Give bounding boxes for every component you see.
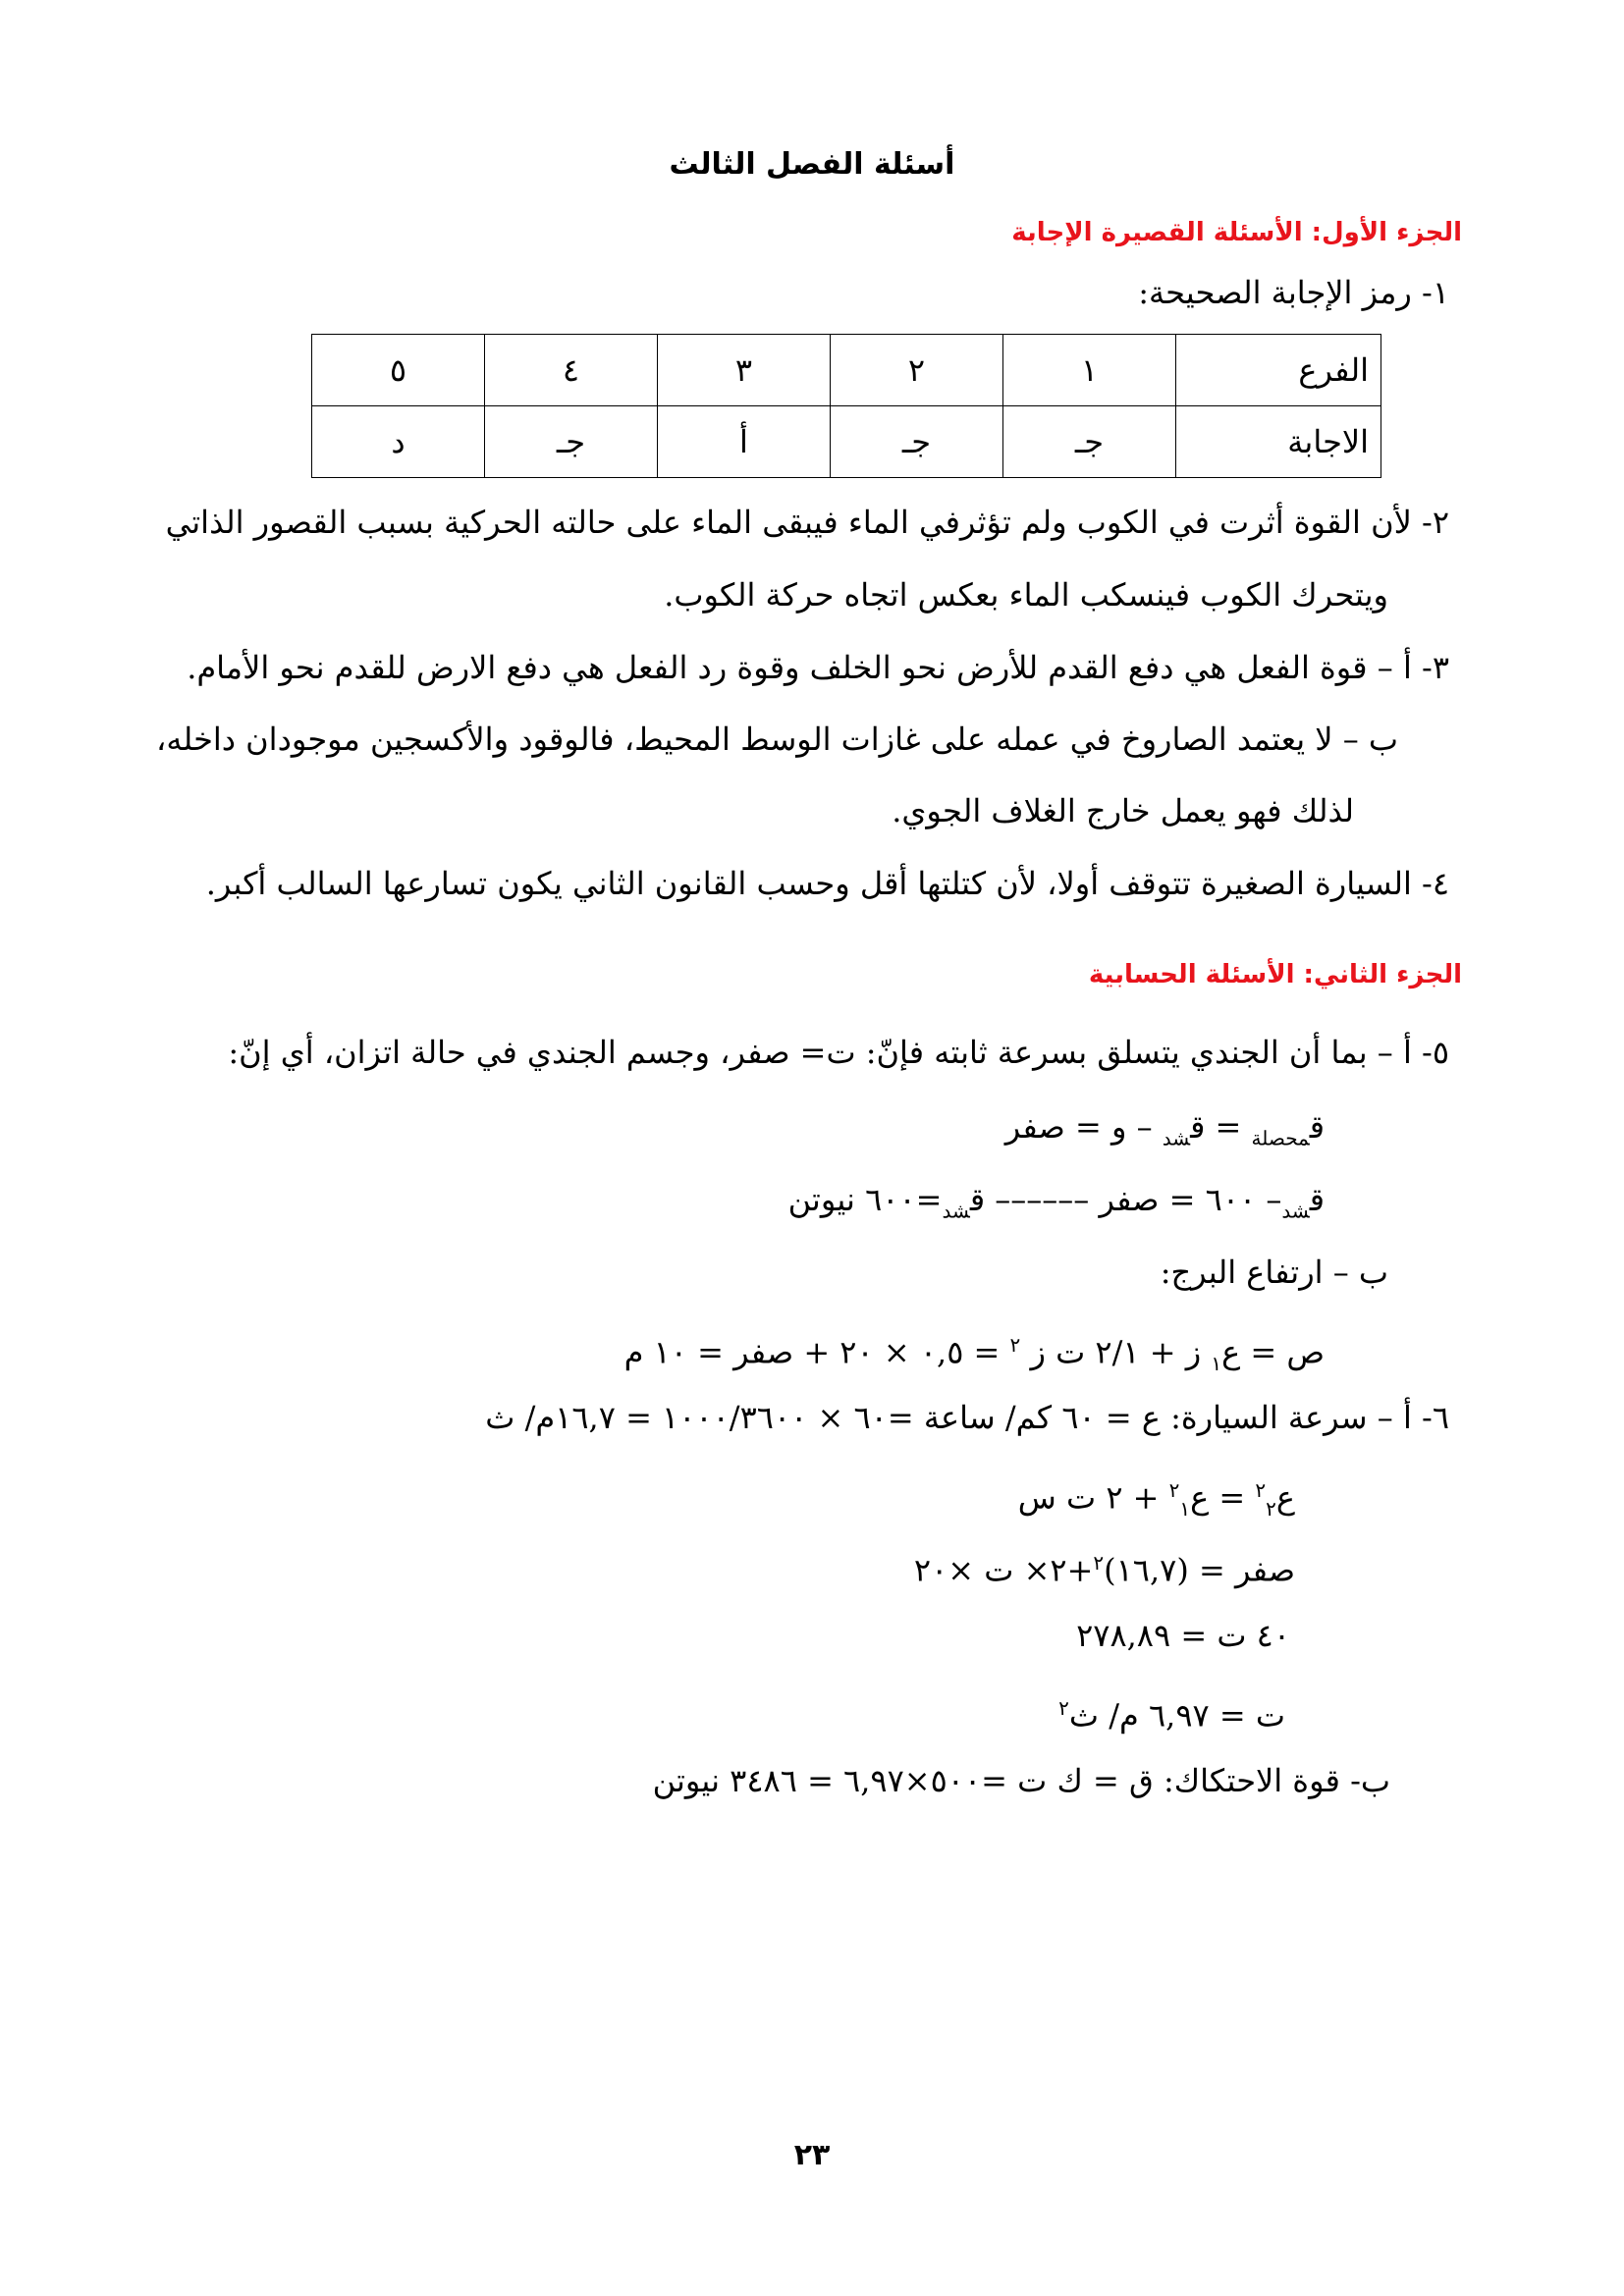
eq-part: + ٢ ت س (1017, 1478, 1169, 1517)
table-cell-answer: جـ (831, 406, 1003, 478)
question-5b: ب – ارتفاع البرج: (1160, 1254, 1388, 1291)
answer-table (311, 334, 1381, 478)
part1-heading: الجزء الأول: الأسئلة القصيرة الإجابة (1011, 218, 1462, 247)
eq-superscript: ٢ (1093, 1551, 1105, 1575)
question-4: ٤- السيارة الصغيرة تتوقف أولا، لأن كتلتها أقل وحسب القانون الثاني يكون تسارعها السالب أكبر. (205, 865, 1449, 902)
table-cell-branch: ١ (1003, 335, 1176, 406)
question-2-line-2: ويتحرك الكوب فينسكب الماء بعكس اتجاه حركة الكوب. (664, 576, 1388, 614)
equation-kinematics (1018, 1470, 1295, 1528)
question-3b-line-2: لذلك فهو يعمل خارج الغلاف الجوي. (892, 792, 1354, 829)
table-cell-answer: د (312, 406, 485, 478)
eq-subscript: شد (942, 1199, 970, 1223)
eq-subscript: ١ (1211, 1352, 1222, 1376)
eq-subscript: شد (1162, 1126, 1191, 1150)
question-5a: ٥- أ – بما أن الجندي يتسلق بسرعة ثابته فإنّ: ت= صفر، وجسم الجندي في حالة اتزان، أي إنّ: (228, 1034, 1449, 1071)
eq-part: =٦٠٠ نيوتن (787, 1181, 943, 1218)
question-3b-line-1: ب – لا يعتمد الصاروخ في عمله على غازات الوسط المحيط، فالوقود والأكسجين موجودان داخله، (156, 721, 1398, 758)
eq-superscript: ٢ (1058, 1696, 1069, 1720)
table-cell-branch: ٢ (831, 335, 1003, 406)
question-2-line-1: ٢- لأن القوة أثرت في الكوب ولم تؤثرفي الماء فيبقى الماء على حالته الحركية بسبب القصور الذاتي (165, 504, 1449, 541)
eq-part: – ٦٠٠ = صفر –––––– ق (969, 1181, 1282, 1218)
table-header-branch: الفرع (1176, 335, 1381, 406)
table-row-branches (312, 335, 1381, 406)
eq-superscript: ٢ (1168, 1478, 1180, 1502)
page-number: ٢٣ (793, 2138, 831, 2172)
page-title: أسئلة الفصل الثالث (669, 147, 955, 182)
eq-subscript: ٢ (1266, 1497, 1276, 1522)
eq-part: ق (1309, 1108, 1325, 1146)
eq-part: صفر = (١٦,٧) (1104, 1551, 1295, 1589)
table-cell-answer: أ (658, 406, 831, 478)
equation-solve: ٤٠ ت = ٢٧٨,٨٩ (1076, 1617, 1290, 1654)
table-cell-branch: ٤ (485, 335, 658, 406)
eq-part: = ٠,٥ × ٢٠ + صفر = ١٠ م (623, 1333, 1010, 1371)
eq-part: ص = ع (1221, 1333, 1325, 1371)
table-cell-branch: ٥ (312, 335, 485, 406)
equation-acceleration (1058, 1688, 1285, 1735)
eq-part: ع (1275, 1478, 1295, 1517)
question-3a: ٣- أ – قوة الفعل هي دفع القدم للأرض نحو الخلف وقوة رد الفعل هي دفع الارض للقدم نحو الأمام. (187, 649, 1449, 686)
eq-part: ز + ٢/١ ت ز (1020, 1333, 1212, 1371)
eq-subscript: شد (1281, 1199, 1310, 1223)
table-header-answer: الاجابة (1176, 406, 1381, 478)
table-cell-branch: ٣ (658, 335, 831, 406)
equation-substitution (914, 1543, 1295, 1590)
eq-subscript: ١ (1179, 1497, 1191, 1522)
equation-tension (788, 1180, 1325, 1230)
eq-part: ت = ٦,٩٧ م/ ث (1068, 1696, 1285, 1735)
eq-superscript: ٢ (1255, 1478, 1267, 1502)
table-cell-answer: جـ (485, 406, 658, 478)
eq-part: +٢× ت ×٢٠ (913, 1551, 1094, 1589)
table-row-answers (312, 406, 1381, 478)
eq-subscript: محصلة (1251, 1126, 1310, 1150)
question-6b: ب- قوة الاحتكاك: ق = ك ت =٥٠٠×٦,٩٧ = ٣٤٨٦ نيوتن (652, 1762, 1390, 1799)
question-1-label: ١- رمز الإجابة الصحيحة: (1138, 274, 1449, 311)
part2-heading: الجزء الثاني: الأسئلة الحسابية (1088, 960, 1462, 989)
eq-part: = ع (1190, 1478, 1256, 1517)
eq-part: – و = صفر (1004, 1108, 1163, 1146)
question-6a: ٦- أ – سرعة السيارة: ع = ٦٠ كم/ ساعة =٦٠ × ١٠٠٠/٣٦٠٠ = ١٦,٧م/ ث (485, 1399, 1449, 1436)
eq-superscript: ٢ (1009, 1333, 1021, 1357)
table-cell-answer: جـ (1003, 406, 1176, 478)
equation-height (624, 1325, 1325, 1383)
eq-part: = ق (1190, 1108, 1252, 1146)
equation-net-force (1005, 1107, 1325, 1157)
eq-part: ق (1309, 1181, 1325, 1218)
